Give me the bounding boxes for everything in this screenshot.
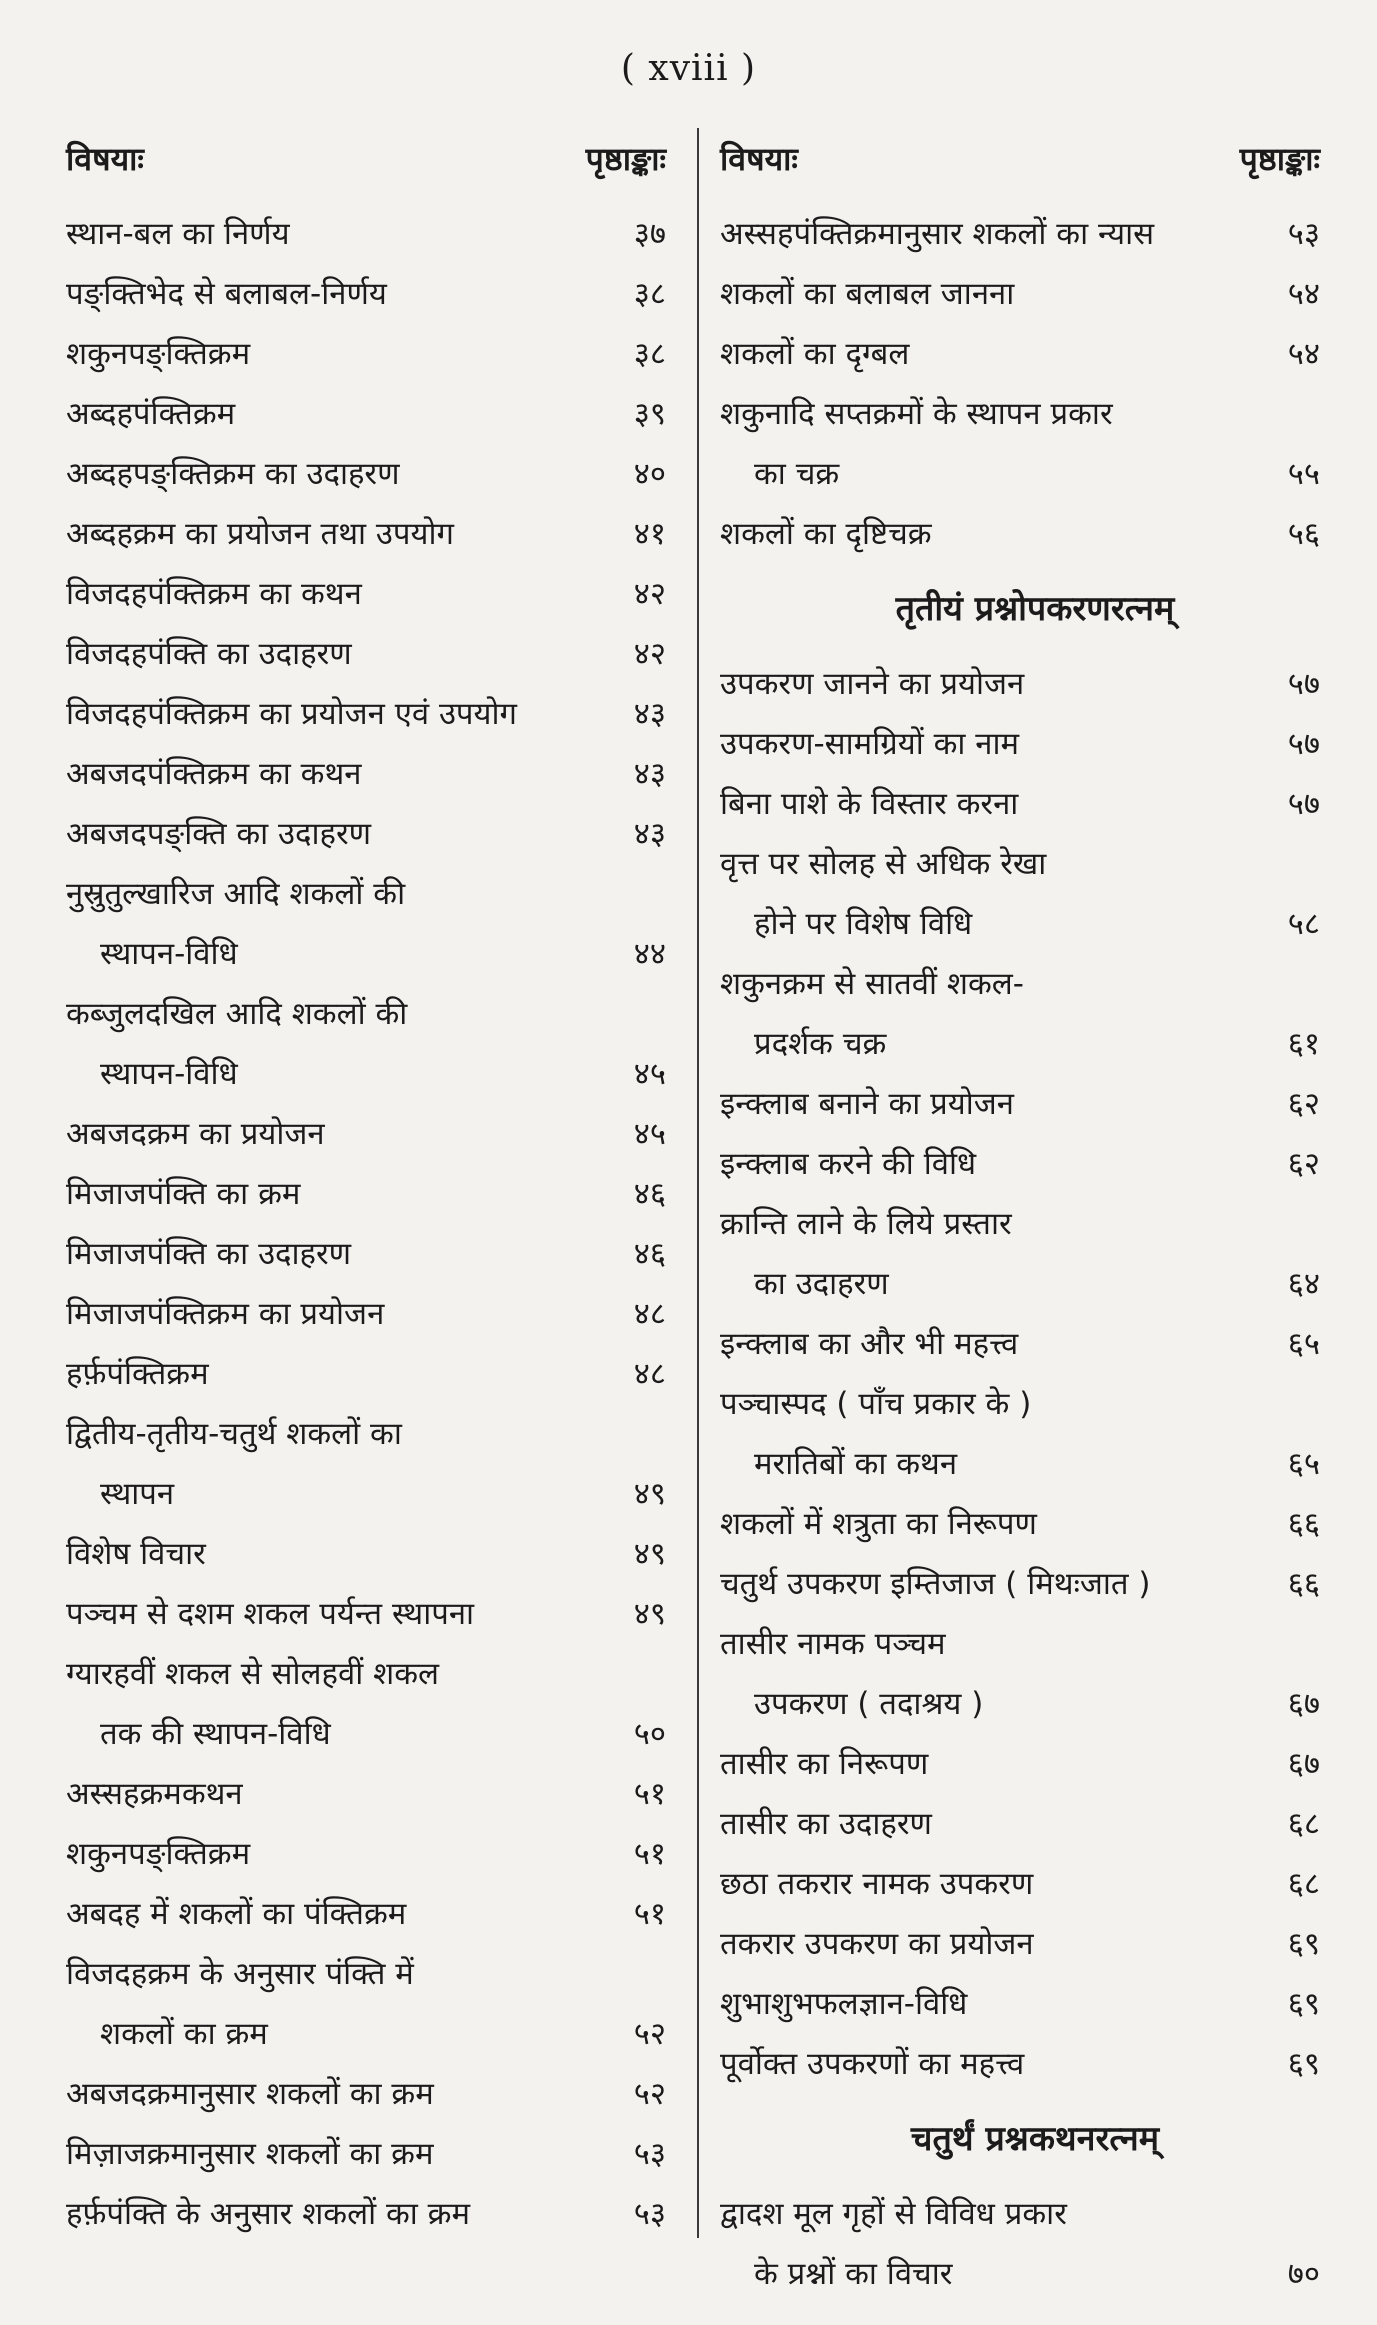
toc-entry-line: स्थापन — [100, 1476, 175, 1512]
toc-entry-line: क्रान्ति लाने के लिये प्रस्तार — [720, 1206, 1012, 1242]
toc-entry-line: विशेष विचार — [66, 1536, 206, 1572]
toc-entry — [66, 864, 666, 984]
toc-entry-line: पङ्क्तिभेद से बलाबल-निर्णय — [66, 276, 387, 312]
toc-entry-page: ४४ — [633, 936, 666, 972]
toc-entry-page: ६८ — [1287, 1806, 1320, 1842]
toc-entry-line: अबजदक्रमानुसार शकलों का क्रम — [66, 2076, 434, 2112]
toc-entry-line: अबजदपंक्तिक्रम का कथन — [66, 756, 362, 792]
toc-entry-page: ५४ — [1287, 336, 1320, 372]
toc-entry-page: ४२ — [633, 636, 666, 672]
toc-entry-line: उपकरण-सामग्रियों का नाम — [720, 726, 1020, 762]
toc-entry — [66, 1164, 666, 1224]
toc-entry-title — [66, 624, 602, 684]
toc-entry-title — [720, 1794, 1256, 1854]
toc-entry-line: अस्सहपंक्तिक्रमानुसार शकलों का न्यास — [720, 216, 1155, 252]
toc-entry-title — [66, 864, 602, 984]
toc-entry-title — [66, 1164, 602, 1224]
toc-entry — [66, 1344, 666, 1404]
toc-entry — [720, 204, 1320, 264]
toc-entry-line: द्वादश मूल गृहों से विविध प्रकार — [720, 2196, 1067, 2232]
toc-entry — [66, 1404, 666, 1524]
toc-entry — [720, 504, 1320, 564]
subject-heading: विषयाः — [720, 140, 798, 178]
toc-entry-page: ६७ — [1287, 1686, 1320, 1722]
toc-entry-page: ६४ — [1287, 1266, 1320, 1302]
toc-entry-line: शकलों का दृग्बल — [720, 336, 910, 372]
toc-entry — [66, 1884, 666, 1944]
toc-entry-line: उपकरण ( तदाश्रय ) — [754, 1686, 984, 1722]
toc-entry-title — [66, 1824, 602, 1884]
toc-entry-page: ६५ — [1287, 1446, 1320, 1482]
toc-entry-page: ५५ — [1287, 456, 1320, 492]
toc-entry-line: मिजाजपंक्तिक्रम का प्रयोजन — [66, 1296, 385, 1332]
toc-entry-line: अब्दहक्रम का प्रयोजन तथा उपयोग — [66, 516, 454, 552]
toc-entry-title — [66, 2184, 602, 2244]
toc-entry — [720, 2034, 1320, 2094]
toc-entry-page: ६५ — [1287, 1326, 1320, 1362]
toc-entry-page: ५७ — [1287, 666, 1320, 702]
toc-entry-page: ६८ — [1287, 1866, 1320, 1902]
toc-entry-page: ४३ — [633, 696, 666, 732]
toc-entry-page: ५४ — [1287, 276, 1320, 312]
toc-entry-title — [66, 2124, 602, 2184]
toc-entry-page: ४९ — [633, 1476, 666, 1512]
toc-entry-line: होने पर विशेष विधि — [754, 906, 973, 942]
toc-entry-title — [720, 324, 1256, 384]
toc-entry-page: ६६ — [1287, 1566, 1320, 1602]
toc-entry-title — [720, 1554, 1256, 1614]
toc-entry-line: के प्रश्नों का विचार — [754, 2256, 953, 2292]
toc-entry — [720, 834, 1320, 954]
toc-entry — [66, 384, 666, 444]
toc-entry — [66, 1824, 666, 1884]
toc-entry-title — [66, 2064, 602, 2124]
toc-entry — [720, 1374, 1320, 1494]
toc-entry-page: ६१ — [1287, 1026, 1320, 1062]
toc-entry-line: हर्फ़पंक्तिक्रम — [66, 1356, 209, 1392]
left-entries — [66, 204, 666, 2244]
toc-entry-line: विजदहपंक्तिक्रम का कथन — [66, 576, 362, 612]
toc-entry — [66, 1944, 666, 2064]
toc-entry-page: ५३ — [633, 2196, 666, 2232]
toc-entry-page: ४३ — [633, 756, 666, 792]
toc-entry-page: ६६ — [1287, 1506, 1320, 1542]
toc-entry-page: ४९ — [633, 1536, 666, 1572]
toc-entry-line: स्थापन-विधि — [100, 936, 238, 972]
page-numbers-heading: पृष्ठाङ्काः — [585, 140, 666, 178]
toc-entry — [720, 774, 1320, 834]
toc-entry-page: ४२ — [633, 576, 666, 612]
toc-entry-line: मिजाजपंक्ति का क्रम — [66, 1176, 301, 1212]
toc-entry-title — [720, 2184, 1256, 2304]
toc-entry — [66, 2064, 666, 2124]
toc-entry-title — [66, 1104, 602, 1164]
toc-entry-page: ५६ — [1287, 516, 1320, 552]
toc-entry-page: ५१ — [633, 1836, 666, 1872]
toc-entry-title — [66, 1404, 602, 1524]
toc-entry-title — [720, 714, 1256, 774]
toc-entry-page: ४० — [633, 456, 666, 492]
toc-entry-title — [720, 1854, 1256, 1914]
toc-entry-line: पञ्चम से दशम शकल पर्यन्त स्थापना — [66, 1596, 475, 1632]
toc-entry-line: तासीर नामक पञ्चम — [720, 1626, 946, 1662]
toc-entry-line: बिना पाशे के विस्तार करना — [720, 786, 1019, 822]
toc-entry-line: मिज़ाजक्रमानुसार शकलों का क्रम — [66, 2136, 434, 2172]
toc-entry-title — [720, 1074, 1256, 1134]
toc-entry-title — [66, 1644, 602, 1764]
toc-entry-line: उपकरण जानने का प्रयोजन — [720, 666, 1025, 702]
section-title-chaturtham: चतुर्थं प्रश्नकथनरत्नम् — [910, 2119, 1160, 2159]
toc-entry-line: नुस्रुतुल्खारिज आदि शकलों की — [66, 876, 406, 912]
toc-entry-title — [720, 1974, 1256, 2034]
toc-entry-title — [66, 1344, 602, 1404]
toc-entry-title — [720, 1134, 1256, 1194]
toc-entry-title — [720, 774, 1256, 834]
toc-entry-page: ६९ — [1287, 1926, 1320, 1962]
toc-entry — [66, 324, 666, 384]
toc-entry-page: ४८ — [633, 1296, 666, 1332]
toc-entry-page: ४६ — [633, 1176, 666, 1212]
toc-entry-title — [66, 1884, 602, 1944]
toc-entry-line: तक की स्थापन-विधि — [100, 1716, 331, 1752]
toc-entry-page: ४३ — [633, 816, 666, 852]
toc-entry — [720, 1314, 1320, 1374]
toc-entry-page: ५३ — [633, 2136, 666, 2172]
toc-entry — [66, 2124, 666, 2184]
toc-entry-title — [66, 384, 602, 444]
toc-entry-page: ६९ — [1287, 1986, 1320, 2022]
toc-entry-line: शकलों का बलाबल जानना — [720, 276, 1015, 312]
toc-entry-page: ५३ — [1287, 216, 1320, 252]
toc-entry — [720, 1794, 1320, 1854]
toc-entry-line: तासीर का निरूपण — [720, 1746, 929, 1782]
toc-entry-title — [720, 264, 1256, 324]
toc-entry — [720, 1194, 1320, 1314]
toc-entry — [66, 1584, 666, 1644]
toc-entry-title — [720, 504, 1256, 564]
toc-entry-page: ४८ — [633, 1356, 666, 1392]
toc-entry-line: अब्दहपङ्क्तिक्रम का उदाहरण — [66, 456, 400, 492]
toc-entry — [66, 564, 666, 624]
toc-entry-line: प्रदर्शक चक्र — [754, 1026, 887, 1062]
toc-entry-line: शकुनपङ्क्तिक्रम — [66, 336, 251, 372]
toc-entry-page: ५० — [633, 1716, 666, 1752]
toc-entry-title — [66, 324, 602, 384]
toc-entry-title — [720, 1194, 1256, 1314]
toc-entry-page: ५१ — [633, 1776, 666, 1812]
toc-entry — [66, 204, 666, 264]
toc-entry — [720, 324, 1320, 384]
section-title-tritiyam: तृतीयं प्रश्नोपकरणरत्नम् — [895, 589, 1175, 629]
toc-entry-line: मिजाजपंक्ति का उदाहरण — [66, 1236, 352, 1272]
toc-entry-line: छठा तकरार नामक उपकरण — [720, 1866, 1034, 1902]
toc-entry-line: का उदाहरण — [754, 1266, 889, 1302]
toc-entry — [66, 984, 666, 1104]
toc-entry-page: ६७ — [1287, 1746, 1320, 1782]
toc-entry — [720, 1074, 1320, 1134]
toc-entry-line: शकलों का दृष्टिचक्र — [720, 516, 932, 552]
toc-entry-page: ७० — [1287, 2256, 1320, 2292]
toc-entry — [720, 1554, 1320, 1614]
toc-entry-line: कब्जुलदखिल आदि शकलों की — [66, 996, 408, 1032]
toc-entry — [720, 1134, 1320, 1194]
toc-entry-line: अस्सहक्रमकथन — [66, 1776, 243, 1812]
toc-entry — [66, 2184, 666, 2244]
toc-entry-title — [66, 1944, 602, 2064]
toc-entry-page: ४६ — [633, 1236, 666, 1272]
right-entries-group-1 — [720, 204, 1320, 564]
toc-entry-title — [66, 684, 602, 744]
toc-entry-line: द्वितीय-तृतीय-चतुर्थ शकलों का — [66, 1416, 402, 1452]
toc-entry-title — [720, 954, 1256, 1074]
toc-entry-page: ४१ — [633, 516, 666, 552]
toc-entry — [720, 1734, 1320, 1794]
toc-entry-title — [66, 744, 602, 804]
toc-entry — [66, 264, 666, 324]
toc-entry — [66, 444, 666, 504]
toc-entry-line: मरातिबों का कथन — [754, 1446, 958, 1482]
toc-entry-title — [66, 204, 602, 264]
right-entries-group-2 — [720, 654, 1320, 2094]
right-column-header — [720, 122, 1320, 180]
toc-entry-page: ५८ — [1287, 906, 1320, 942]
toc-entry-line: शकुनादि सप्तक्रमों के स्थापन प्रकार — [720, 396, 1113, 432]
toc-entry-title — [66, 264, 602, 324]
toc-entry-line: का चक्र — [754, 456, 840, 492]
toc-entry-page: ५७ — [1287, 726, 1320, 762]
toc-entry-title — [66, 564, 602, 624]
toc-entry-page: ६९ — [1287, 2046, 1320, 2082]
toc-entry-page: ३८ — [633, 276, 666, 312]
toc-entry-line: स्थान-बल का निर्णय — [66, 216, 290, 252]
toc-entry — [66, 1284, 666, 1344]
subject-heading: विषयाः — [66, 140, 144, 178]
toc-entry-title — [720, 1374, 1256, 1494]
toc-entry-line: विजदहक्रम के अनुसार पंक्ति में — [66, 1956, 414, 1992]
toc-entry-page: ५१ — [633, 1896, 666, 1932]
page-numbers-heading: पृष्ठाङ्काः — [1239, 140, 1320, 178]
toc-entry-title — [66, 504, 602, 564]
toc-entry-page: ४५ — [633, 1056, 666, 1092]
toc-entry-line: तकरार उपकरण का प्रयोजन — [720, 1926, 1034, 1962]
toc-entry-page: ४५ — [633, 1116, 666, 1152]
toc-entry-page: ३९ — [633, 396, 666, 432]
toc-entry — [720, 384, 1320, 504]
toc-entry-line: शकलों में शत्रुता का निरूपण — [720, 1506, 1037, 1542]
left-column-header — [66, 122, 666, 180]
toc-entry-line: अबदह में शकलों का पंक्तिक्रम — [66, 1896, 407, 1932]
toc-entry-line: स्थापन-विधि — [100, 1056, 238, 1092]
toc-entry — [720, 654, 1320, 714]
right-entries-group-3 — [720, 2184, 1320, 2304]
toc-entry-line: शकलों का क्रम — [100, 2016, 268, 2052]
toc-entry-line: वृत्त पर सोलह से अधिक रेखा — [720, 846, 1047, 882]
toc-entry-page: ५७ — [1287, 786, 1320, 822]
toc-entry-title — [66, 1764, 602, 1824]
toc-entry-title — [66, 1584, 602, 1644]
right-column — [720, 122, 1320, 2304]
toc-entry-title — [66, 1524, 602, 1584]
toc-entry-line: हर्फ़पंक्ति के अनुसार शकलों का क्रम — [66, 2196, 471, 2232]
toc-entry — [720, 1494, 1320, 1554]
toc-entry-line: तासीर का उदाहरण — [720, 1806, 932, 1842]
toc-entry — [66, 744, 666, 804]
toc-entry-page: ६२ — [1287, 1146, 1320, 1182]
toc-entry-line: विजदहपंक्ति का उदाहरण — [66, 636, 352, 672]
toc-entry-line: शुभाशुभफलज्ञान-विधि — [720, 1986, 968, 2022]
column-divider — [697, 128, 699, 2238]
toc-entry-page: ५२ — [633, 2076, 666, 2112]
toc-entry-page: ३८ — [633, 336, 666, 372]
toc-entry-page: ३७ — [633, 216, 666, 252]
toc-entry-title — [720, 2034, 1256, 2094]
toc-entry-title — [720, 1314, 1256, 1374]
toc-entry-title — [720, 1734, 1256, 1794]
toc-entry — [66, 1644, 666, 1764]
toc-entry-line: अबजदक्रम का प्रयोजन — [66, 1116, 325, 1152]
toc-entry — [720, 1614, 1320, 1734]
toc-entry-title — [66, 1224, 602, 1284]
toc-entry — [720, 1914, 1320, 1974]
toc-entry — [720, 1974, 1320, 2034]
page-number: ( xviii ) — [620, 48, 757, 89]
toc-entry-line: पूर्वोक्त उपकरणों का महत्त्व — [720, 2046, 1025, 2082]
toc-entry — [66, 1764, 666, 1824]
toc-entry — [66, 1104, 666, 1164]
toc-entry-line: शकुनपङ्क्तिक्रम — [66, 1836, 251, 1872]
toc-entry-title — [720, 384, 1256, 504]
toc-entry — [720, 954, 1320, 1074]
toc-entry-line: इन्क्लाब करने की विधि — [720, 1146, 977, 1182]
toc-entry-line: ग्यारहवीं शकल से सोलहवीं शकल — [66, 1656, 440, 1692]
toc-entry-title — [720, 1614, 1256, 1734]
toc-entry-title — [720, 834, 1256, 954]
toc-entry-page: ६२ — [1287, 1086, 1320, 1122]
toc-entry — [720, 1854, 1320, 1914]
toc-entry-title — [720, 204, 1256, 264]
toc-entry — [720, 264, 1320, 324]
toc-entry-line: पञ्चास्पद ( पाँच प्रकार के ) — [720, 1386, 1032, 1422]
toc-entry-title — [720, 654, 1256, 714]
toc-entry — [66, 684, 666, 744]
toc-entry-title — [66, 444, 602, 504]
toc-entry-title — [66, 1284, 602, 1344]
toc-entry-line: अब्दहपंक्तिक्रम — [66, 396, 236, 432]
toc-entry — [720, 714, 1320, 774]
toc-entry-line: अबजदपङ्क्ति का उदाहरण — [66, 816, 372, 852]
toc-entry-page: ४९ — [633, 1596, 666, 1632]
toc-entry-title — [720, 1494, 1256, 1554]
left-column — [66, 122, 666, 2244]
toc-entry — [66, 1224, 666, 1284]
toc-entry — [66, 504, 666, 564]
toc-entry — [720, 2184, 1320, 2304]
toc-entry — [66, 624, 666, 684]
toc-entry-line: इन्क्लाब का और भी महत्त्व — [720, 1326, 1019, 1362]
toc-entry-title — [66, 984, 602, 1104]
toc-entry-line: शकुनक्रम से सातवीं शकल- — [720, 966, 1024, 1002]
toc-entry-page: ५२ — [633, 2016, 666, 2052]
toc-entry — [66, 1524, 666, 1584]
toc-entry-line: चतुर्थ उपकरण इम्तिजाज ( मिथःजात ) — [720, 1566, 1151, 1602]
toc-entry-title — [720, 1914, 1256, 1974]
toc-entry — [66, 804, 666, 864]
toc-entry-line: विजदहपंक्तिक्रम का प्रयोजन एवं उपयोग — [66, 696, 518, 732]
toc-entry-line: इन्क्लाब बनाने का प्रयोजन — [720, 1086, 1014, 1122]
toc-entry-title — [66, 804, 602, 864]
